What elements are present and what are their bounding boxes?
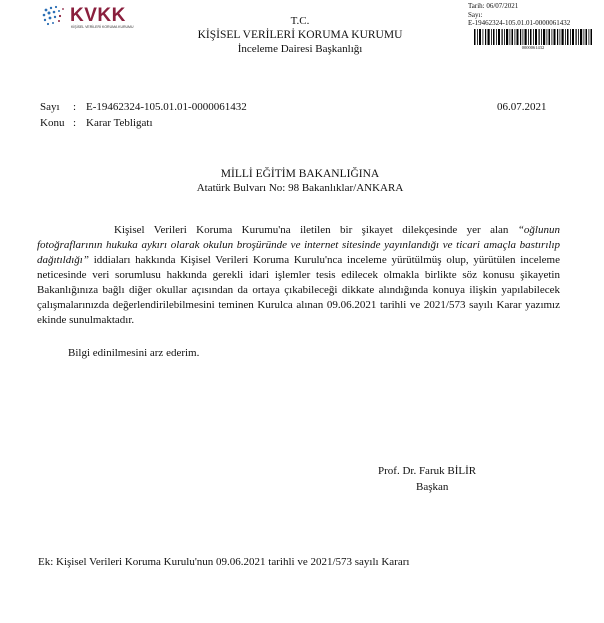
konu-value: Karar Tebligatı bbox=[86, 117, 153, 129]
signatory-title: Başkan bbox=[416, 481, 449, 493]
document-date: 06.07.2021 bbox=[497, 101, 547, 113]
stamp-sayi-label: Sayı: bbox=[468, 10, 483, 19]
logo-tagline: KİŞİSEL VERİLERİ KORUMA KURUMU bbox=[71, 25, 134, 29]
header-institution: KİŞİSEL VERİLERİ KORUMA KURUMU bbox=[197, 29, 403, 41]
sayi-value: E-19462324-105.01.01-0000061432 bbox=[86, 101, 247, 113]
header-department: İnceleme Dairesi Başkanlığı bbox=[237, 43, 363, 55]
enclosure-line: Ek: Kişisel Verileri Koruma Kurulu'nun 09.06.2021 tarihli ve 2021/573 sayılı Kararı bbox=[38, 556, 410, 568]
signatory-name: Prof. Dr. Faruk BİLİR bbox=[378, 465, 477, 477]
body-p1-quote: “oğlunun fotoğraflarının hukuka aykırı olarak okulun broşüründe ve internet sitesinde yayınlandığı ve ticari amaçla bastırılıp dağıtıldığı” bbox=[37, 224, 560, 266]
barcode-number: 0000061432 bbox=[521, 45, 545, 50]
konu-label: Konu bbox=[40, 117, 65, 129]
recipient-name: MİLLİ EĞİTİM BAKANLIĞINA bbox=[220, 168, 380, 180]
recipient-address: Atatürk Bulvarı No: 98 Bakanlıklar/ANKARA bbox=[196, 182, 404, 194]
logo-text: KVKK bbox=[70, 5, 126, 26]
kvkk-logo bbox=[40, 4, 136, 30]
letter-body bbox=[37, 223, 560, 328]
sayi-separator: : bbox=[73, 101, 77, 113]
kvkk-logo-icon bbox=[40, 4, 70, 30]
body-p1-intro: Kişisel Verileri Koruma Kurumu'na iletilen bir şikayet dilekçesinde yer alan bbox=[114, 224, 518, 236]
document-stamp bbox=[468, 2, 604, 28]
stamp-sayi-value: E-19462324-105.01.01-0000061432 bbox=[468, 19, 571, 27]
barcode-icon bbox=[474, 29, 592, 45]
stamp-date: Tarih: 06/07/2021 bbox=[468, 2, 519, 10]
konu-separator: : bbox=[73, 117, 77, 129]
body-p1-rest: iddiaları hakkında Kişisel Verileri Koruma Kurulu'nca inceleme yürütülmüş olup, yürütülen inceleme neticesinde veri sorumlusu hakkında gerekli idari işlemler tesis edilecek olmakla birlikte söz konusu şikayetin Bakanlığınıza bağlı diğer okullar açısından da ortaya çıkabileceği dikkate alındığında konuya ilişkin yapılabilecek çalışmalarınızda değerlendirilebilmesini teminen Kurulca alınan 09.06.2021 tarihli ve 2021/573 sayılı Karar yazımız ekinde sunulmaktadır. bbox=[37, 254, 560, 326]
header-tc: T.C. bbox=[290, 15, 310, 27]
body-paragraph-1 bbox=[37, 223, 560, 328]
sayi-label: Sayı bbox=[40, 101, 60, 113]
body-paragraph-2: Bilgi edinilmesini arz ederim. bbox=[68, 347, 200, 359]
